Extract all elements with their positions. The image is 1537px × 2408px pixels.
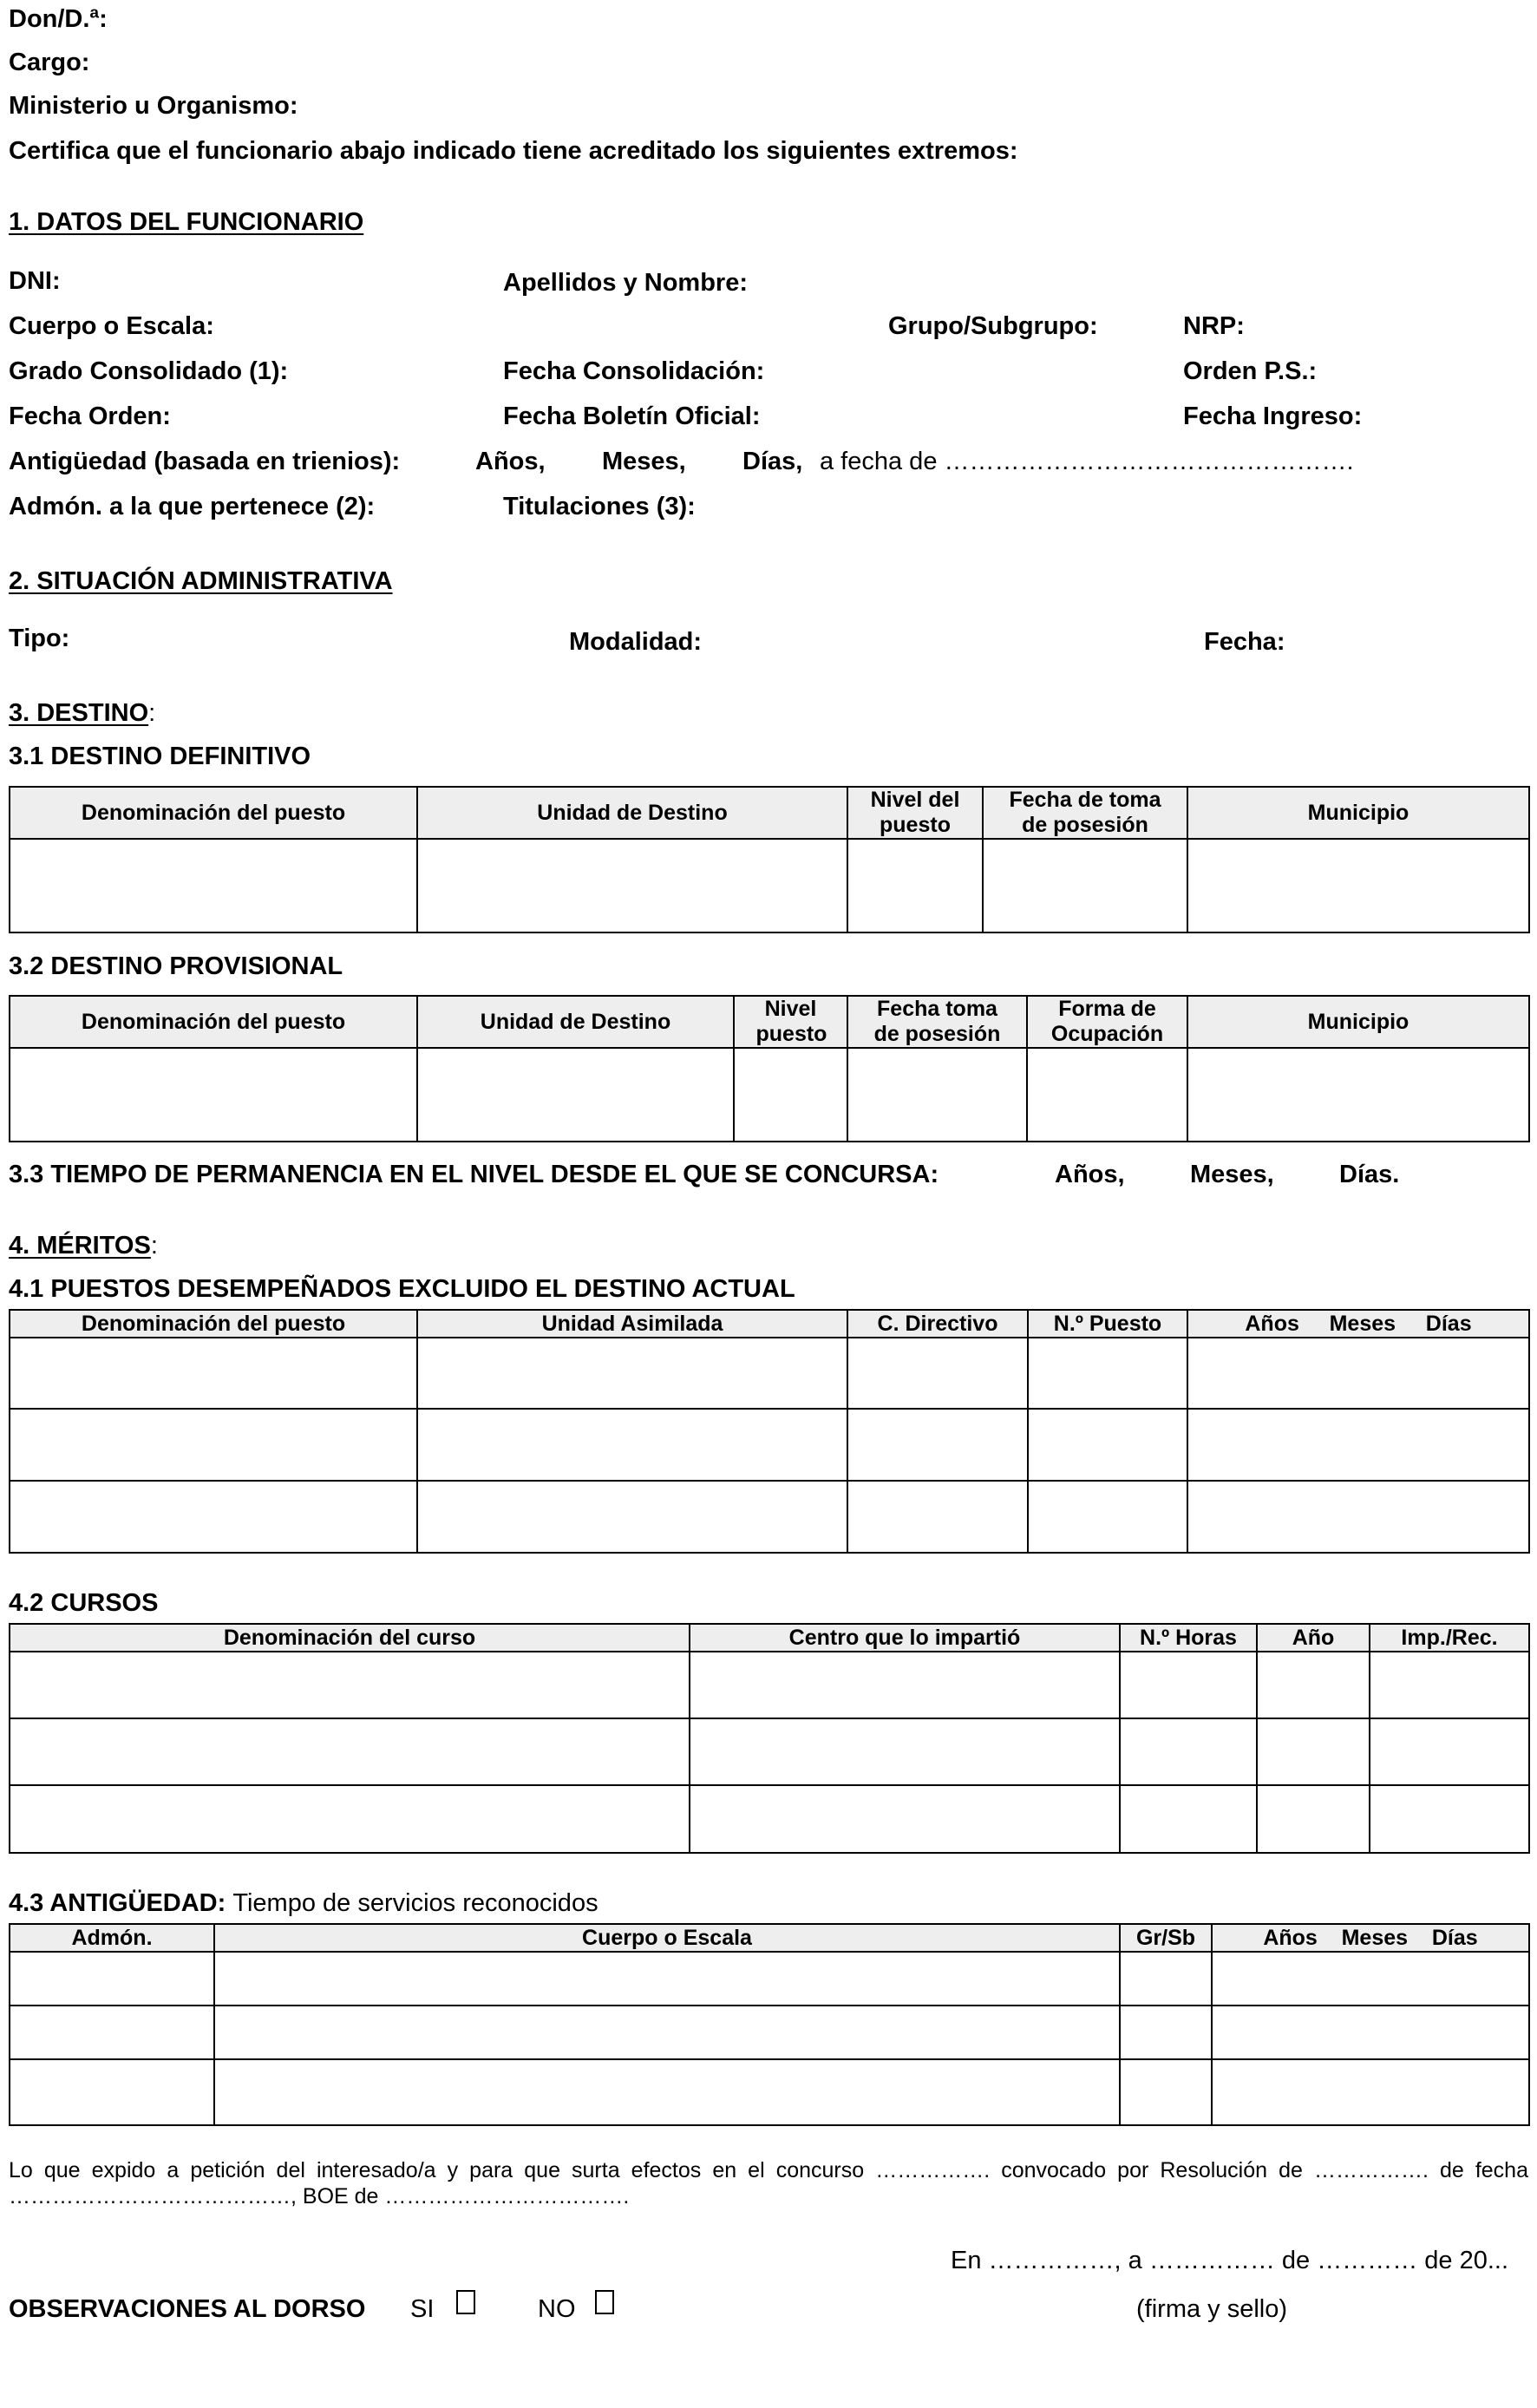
- table-cell[interactable]: [983, 839, 1187, 932]
- fecha-situacion-label: Fecha:: [1204, 628, 1285, 656]
- table-cell[interactable]: [1120, 1718, 1257, 1785]
- table-cell[interactable]: [1120, 2059, 1212, 2125]
- section-3-colon: :: [148, 699, 156, 727]
- table-cell[interactable]: [1120, 2006, 1212, 2059]
- table-cell[interactable]: [847, 1409, 1028, 1481]
- header-grsb: Gr/Sb: [1120, 1924, 1212, 1952]
- header-dias: Días: [1431, 1925, 1478, 1950]
- header-unidad-asimilada: Unidad Asimilada: [417, 1310, 847, 1338]
- table-cell[interactable]: [847, 839, 983, 932]
- table-cell[interactable]: [1028, 1409, 1187, 1481]
- en-fecha-line: En ……………, a …………… de ………… de 20...: [951, 2247, 1508, 2274]
- antiguedad-fecha: a fecha de ………………………………………….: [820, 448, 1354, 475]
- permanencia-label: 3.3 TIEMPO DE PERMANENCIA EN EL NIVEL DESDE EL QUE SE CONCURSA:: [9, 1161, 939, 1188]
- header-anos: Años: [1245, 1311, 1299, 1336]
- header-n-puesto: N.º Puesto: [1028, 1310, 1187, 1338]
- si-checkbox[interactable]: [456, 2290, 475, 2314]
- dni-label: DNI:: [9, 267, 61, 295]
- antiguedad-meses: Meses,: [602, 448, 686, 475]
- table-cell[interactable]: [417, 839, 847, 932]
- table-cell[interactable]: [1187, 1338, 1529, 1409]
- header-cuerpo: Cuerpo o Escala: [214, 1924, 1120, 1952]
- table-cell[interactable]: [1212, 2006, 1529, 2059]
- section-4-title-text: 4. MÉRITOS: [9, 1232, 151, 1260]
- table-cell[interactable]: [1257, 1718, 1370, 1785]
- header-forma-ocupacion: Forma de Ocupación: [1050, 997, 1164, 1046]
- header-municipio: Municipio: [1187, 787, 1529, 839]
- orden-ps-label: Orden P.S.:: [1183, 357, 1318, 385]
- table-cell[interactable]: [417, 1338, 847, 1409]
- table-cell[interactable]: [1187, 1048, 1529, 1142]
- table-cell[interactable]: [10, 1048, 417, 1142]
- header-imp-rec: Imp./Rec.: [1370, 1624, 1529, 1652]
- cursos-table: [9, 1623, 1530, 1854]
- table-cell[interactable]: [1187, 839, 1529, 932]
- header-fecha-toma: Fecha toma de posesión: [873, 997, 1001, 1046]
- table-cell[interactable]: [1187, 1481, 1529, 1553]
- table-cell[interactable]: [214, 2006, 1120, 2059]
- table-cell[interactable]: [1212, 2059, 1529, 2125]
- header-centro: Centro que lo impartió: [690, 1624, 1120, 1652]
- table-cell[interactable]: [1370, 1652, 1529, 1718]
- table-cell[interactable]: [10, 1481, 417, 1553]
- expido-line-2: …………………………………, BOE de …………………………….: [9, 2184, 630, 2208]
- grado-label: Grado Consolidado (1):: [9, 357, 289, 385]
- header-denominacion-curso: Denominación del curso: [10, 1624, 690, 1652]
- section-1-title: 1. DATOS DEL FUNCIONARIO: [9, 208, 364, 236]
- header-fecha-toma: Fecha de toma de posesión: [1009, 788, 1161, 837]
- header-municipio: Municipio: [1187, 996, 1529, 1048]
- si-label: SI: [410, 2295, 435, 2323]
- ministerio-label: Ministerio u Organismo:: [9, 92, 298, 120]
- antiguedad-title-text: 4.3 ANTIGÜEDAD:: [9, 1889, 226, 1917]
- nrp-label: NRP:: [1183, 312, 1245, 340]
- table-cell[interactable]: [847, 1048, 1027, 1142]
- antiguedad-dias: Días,: [742, 448, 803, 475]
- table-cell[interactable]: [417, 1048, 734, 1142]
- grupo-label: Grupo/Subgrupo:: [888, 312, 1098, 340]
- table-cell[interactable]: [10, 1409, 417, 1481]
- header-admon: Admón.: [10, 1924, 214, 1952]
- admon-label: Admón. a la que pertenece (2):: [9, 493, 376, 520]
- apellidos-label: Apellidos y Nombre:: [503, 269, 748, 297]
- table-cell[interactable]: [214, 1952, 1120, 2006]
- antiguedad-anos: Años,: [475, 448, 546, 475]
- destino-provisional-table: [9, 995, 1530, 1142]
- antiguedad-subtitle: Tiempo de servicios reconocidos: [232, 1889, 598, 1917]
- cargo-label: Cargo:: [9, 49, 90, 76]
- table-cell[interactable]: [690, 1652, 1120, 1718]
- destino-definitivo-title: 3.1 DESTINO DEFINITIVO: [9, 743, 311, 770]
- header-nivel: Nivel puesto: [755, 997, 827, 1046]
- permanencia-meses: Meses,: [1190, 1161, 1274, 1188]
- antiguedad-servicios-title: [9, 1891, 598, 1916]
- table-cell[interactable]: [214, 2059, 1120, 2125]
- don-label: Don/D.ª:: [9, 5, 108, 33]
- permanencia-anos: Años,: [1055, 1161, 1125, 1188]
- table-cell[interactable]: [847, 1481, 1028, 1553]
- header-denominacion: Denominación del puesto: [10, 1310, 417, 1338]
- header-meses: Meses: [1341, 1925, 1409, 1950]
- table-cell[interactable]: [1028, 1338, 1187, 1409]
- header-dias: Días: [1425, 1311, 1472, 1336]
- header-denominacion: Denominación del puesto: [10, 996, 417, 1048]
- antiguedad-label: Antigüedad (basada en trienios):: [9, 448, 401, 475]
- table-cell[interactable]: [1212, 1952, 1529, 2006]
- fecha-boletin-label: Fecha Boletín Oficial:: [503, 402, 761, 430]
- table-cell[interactable]: [847, 1338, 1028, 1409]
- no-checkbox[interactable]: [595, 2290, 614, 2314]
- table-cell[interactable]: [1187, 1409, 1529, 1481]
- table-cell[interactable]: [10, 1952, 214, 2006]
- section-3-title: [9, 701, 155, 726]
- table-cell[interactable]: [1257, 1785, 1370, 1853]
- table-cell[interactable]: [1120, 1952, 1212, 2006]
- table-cell[interactable]: [1257, 1652, 1370, 1718]
- tipo-label: Tipo:: [9, 625, 70, 652]
- table-cell[interactable]: [1120, 1652, 1257, 1718]
- section-3-title-text: 3. DESTINO: [9, 699, 149, 727]
- table-cell[interactable]: [1370, 1785, 1529, 1853]
- header-denominacion: Denominación del puesto: [10, 787, 417, 839]
- fecha-consolidacion-label: Fecha Consolidación:: [503, 357, 765, 385]
- fecha-ingreso-label: Fecha Ingreso:: [1183, 402, 1363, 430]
- header-meses: Meses: [1329, 1311, 1396, 1336]
- header-unidad-destino: Unidad de Destino: [417, 996, 734, 1048]
- header-anos: Años: [1263, 1925, 1318, 1950]
- header-nivel: Nivel del puesto: [870, 788, 960, 837]
- titulaciones-label: Titulaciones (3):: [503, 493, 696, 520]
- table-cell[interactable]: [10, 1718, 690, 1785]
- table-cell[interactable]: [417, 1409, 847, 1481]
- header-c-directivo: C. Directivo: [847, 1310, 1028, 1338]
- destino-definitivo-table: [9, 786, 1530, 933]
- permanencia-dias: Días.: [1339, 1161, 1400, 1188]
- table-cell[interactable]: [734, 1048, 847, 1142]
- modalidad-label: Modalidad:: [569, 628, 703, 656]
- table-cell[interactable]: [690, 1718, 1120, 1785]
- table-cell[interactable]: [10, 1785, 690, 1853]
- table-cell[interactable]: [10, 1338, 417, 1409]
- section-4-colon: :: [150, 1232, 158, 1260]
- certifica-text: Certifica que el funcionario abajo indicado tiene acreditado los siguientes extremos:: [9, 137, 1018, 165]
- expido-line-1: Lo que expido a petición del interesado/a y para que surta efectos en el concurso ……………. convocado por Resolución de ……………. de fecha: [9, 2158, 1528, 2182]
- table-cell[interactable]: [1120, 1785, 1257, 1853]
- section-4-title: [9, 1233, 158, 1259]
- observaciones-label: OBSERVACIONES AL DORSO: [9, 2295, 366, 2323]
- fecha-orden-label: Fecha Orden:: [9, 402, 171, 430]
- table-cell[interactable]: [1028, 1481, 1187, 1553]
- table-cell[interactable]: [1027, 1048, 1187, 1142]
- table-cell[interactable]: [690, 1785, 1120, 1853]
- header-unidad-destino: Unidad de Destino: [417, 787, 847, 839]
- firma-sello-label: (firma y sello): [1136, 2295, 1288, 2323]
- table-cell[interactable]: [10, 2006, 214, 2059]
- header-horas: N.º Horas: [1120, 1624, 1257, 1652]
- section-2-title: 2. SITUACIÓN ADMINISTRATIVA: [9, 567, 393, 595]
- table-cell[interactable]: [10, 1652, 690, 1718]
- table-cell[interactable]: [10, 839, 417, 932]
- destino-provisional-title: 3.2 DESTINO PROVISIONAL: [9, 952, 343, 980]
- cuerpo-label: Cuerpo o Escala:: [9, 312, 214, 340]
- table-cell[interactable]: [10, 2059, 214, 2125]
- no-label: NO: [538, 2295, 576, 2323]
- table-cell[interactable]: [417, 1481, 847, 1553]
- antiguedad-table: [9, 1923, 1530, 2126]
- puestos-title: 4.1 PUESTOS DESEMPEÑADOS EXCLUIDO EL DESTINO ACTUAL: [9, 1275, 795, 1303]
- cursos-title: 4.2 CURSOS: [9, 1589, 159, 1617]
- header-ano: Año: [1257, 1624, 1370, 1652]
- table-cell[interactable]: [1370, 1718, 1529, 1785]
- puestos-table: [9, 1309, 1530, 1554]
